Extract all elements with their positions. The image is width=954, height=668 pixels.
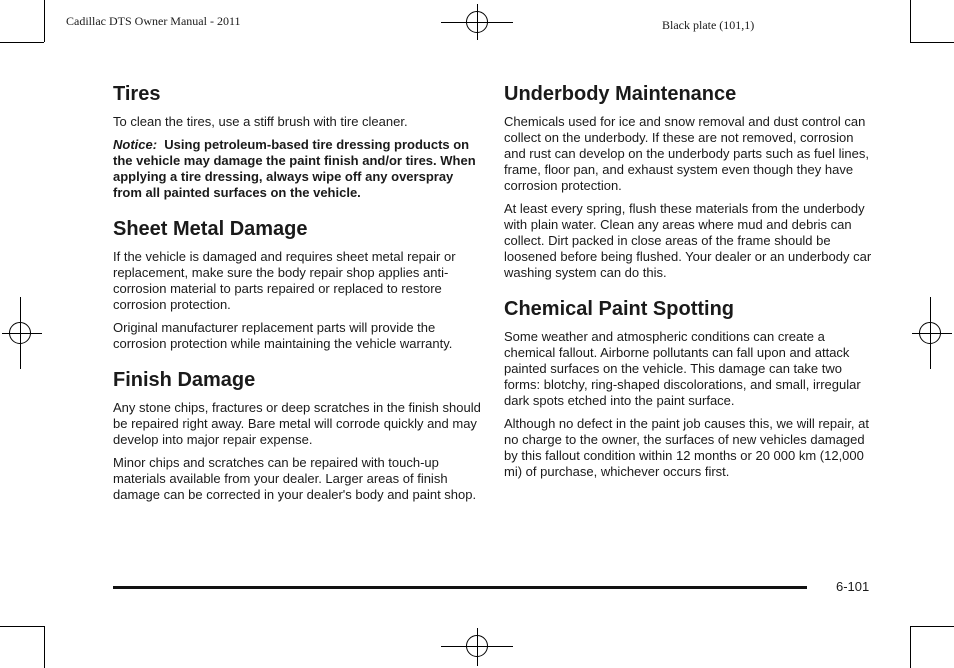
- heading-underbody-maintenance: Underbody Maintenance: [504, 83, 737, 105]
- section-chemical-paint-spotting: [504, 297, 874, 480]
- heading-sheet-metal-damage: Sheet Metal Damage: [113, 218, 308, 240]
- finish-paragraph-2: Minor chips and scratches can be repaired with touch-up materials available from your dealer. Larger areas of finish damage can be corrected in your dealer's body and paint shop.: [113, 455, 477, 502]
- left-column: [113, 82, 483, 519]
- sheet-metal-paragraph-2: Original manufacturer replacement parts will provide the corrosion protection while maintaining the vehicle warranty.: [113, 320, 453, 351]
- finish-paragraph-1: Any stone chips, fractures or deep scratches in the finish should be repaired right away. Bare metal will corrode quickly and may develop into major repair expense.: [113, 400, 481, 447]
- right-column: [504, 82, 874, 496]
- tires-notice: [113, 137, 483, 201]
- tires-paragraph: To clean the tires, use a stiff brush with tire cleaner.: [113, 114, 408, 129]
- manual-title: Cadillac DTS Owner Manual - 2011: [66, 14, 241, 28]
- notice-text: Using petroleum-based tire dressing products on the vehicle may damage the paint finish and/or tires. When applying a tire dressing, always wipe off any overspray from all painted surfaces on the vehicle.: [113, 137, 476, 200]
- section-sheet-metal-damage: [113, 217, 483, 352]
- heading-finish-damage: Finish Damage: [113, 369, 256, 391]
- underbody-paragraph-1: Chemicals used for ice and snow removal and dust control can collect on the underbody. If these are not removed, corrosion and rust can develop on the underbody parts such as fuel lines, frame, floor pan, and exhaust system even though they have corrosion protection.: [504, 114, 869, 193]
- page-number: 6-101: [836, 579, 870, 594]
- section-tires: [113, 82, 483, 201]
- plate-label: Black plate (101,1): [662, 18, 755, 32]
- footer-rule: [113, 586, 807, 589]
- notice-label: Notice:: [113, 137, 158, 152]
- section-finish-damage: [113, 368, 483, 503]
- heading-chemical-paint-spotting: Chemical Paint Spotting: [504, 298, 735, 320]
- underbody-paragraph-2: At least every spring, flush these materials from the underbody with plain water. Clean any areas where mud and debris can collect. Dirt packed in close areas of the frame should be loosened before being flushed. Your dealer or an underbody car washing system can do this.: [504, 201, 872, 280]
- chemical-paragraph-2: Although no defect in the paint job causes this, we will repair, at no charge to the owner, the surfaces of new vehicles damaged by this fallout condition within 12 months or 20 000 km (12,000 mi) of purchase, whichever occurs first.: [504, 416, 869, 479]
- sheet-metal-paragraph-1: If the vehicle is damaged and requires sheet metal repair or replacement, make sure the body repair shop applies anti-corrosion material to parts repaired or replaced to restore corrosion protection.: [113, 249, 456, 312]
- chemical-paragraph-1: Some weather and atmospheric conditions can create a chemical fallout. Airborne pollutants can fall upon and attack painted surfaces on the vehicle. This damage can take two forms: blotchy, ring-shaped discolorations, and small, irregular dark spots etched into the paint surface.: [504, 329, 861, 408]
- heading-tires: Tires: [113, 83, 161, 105]
- section-underbody-maintenance: [504, 82, 874, 281]
